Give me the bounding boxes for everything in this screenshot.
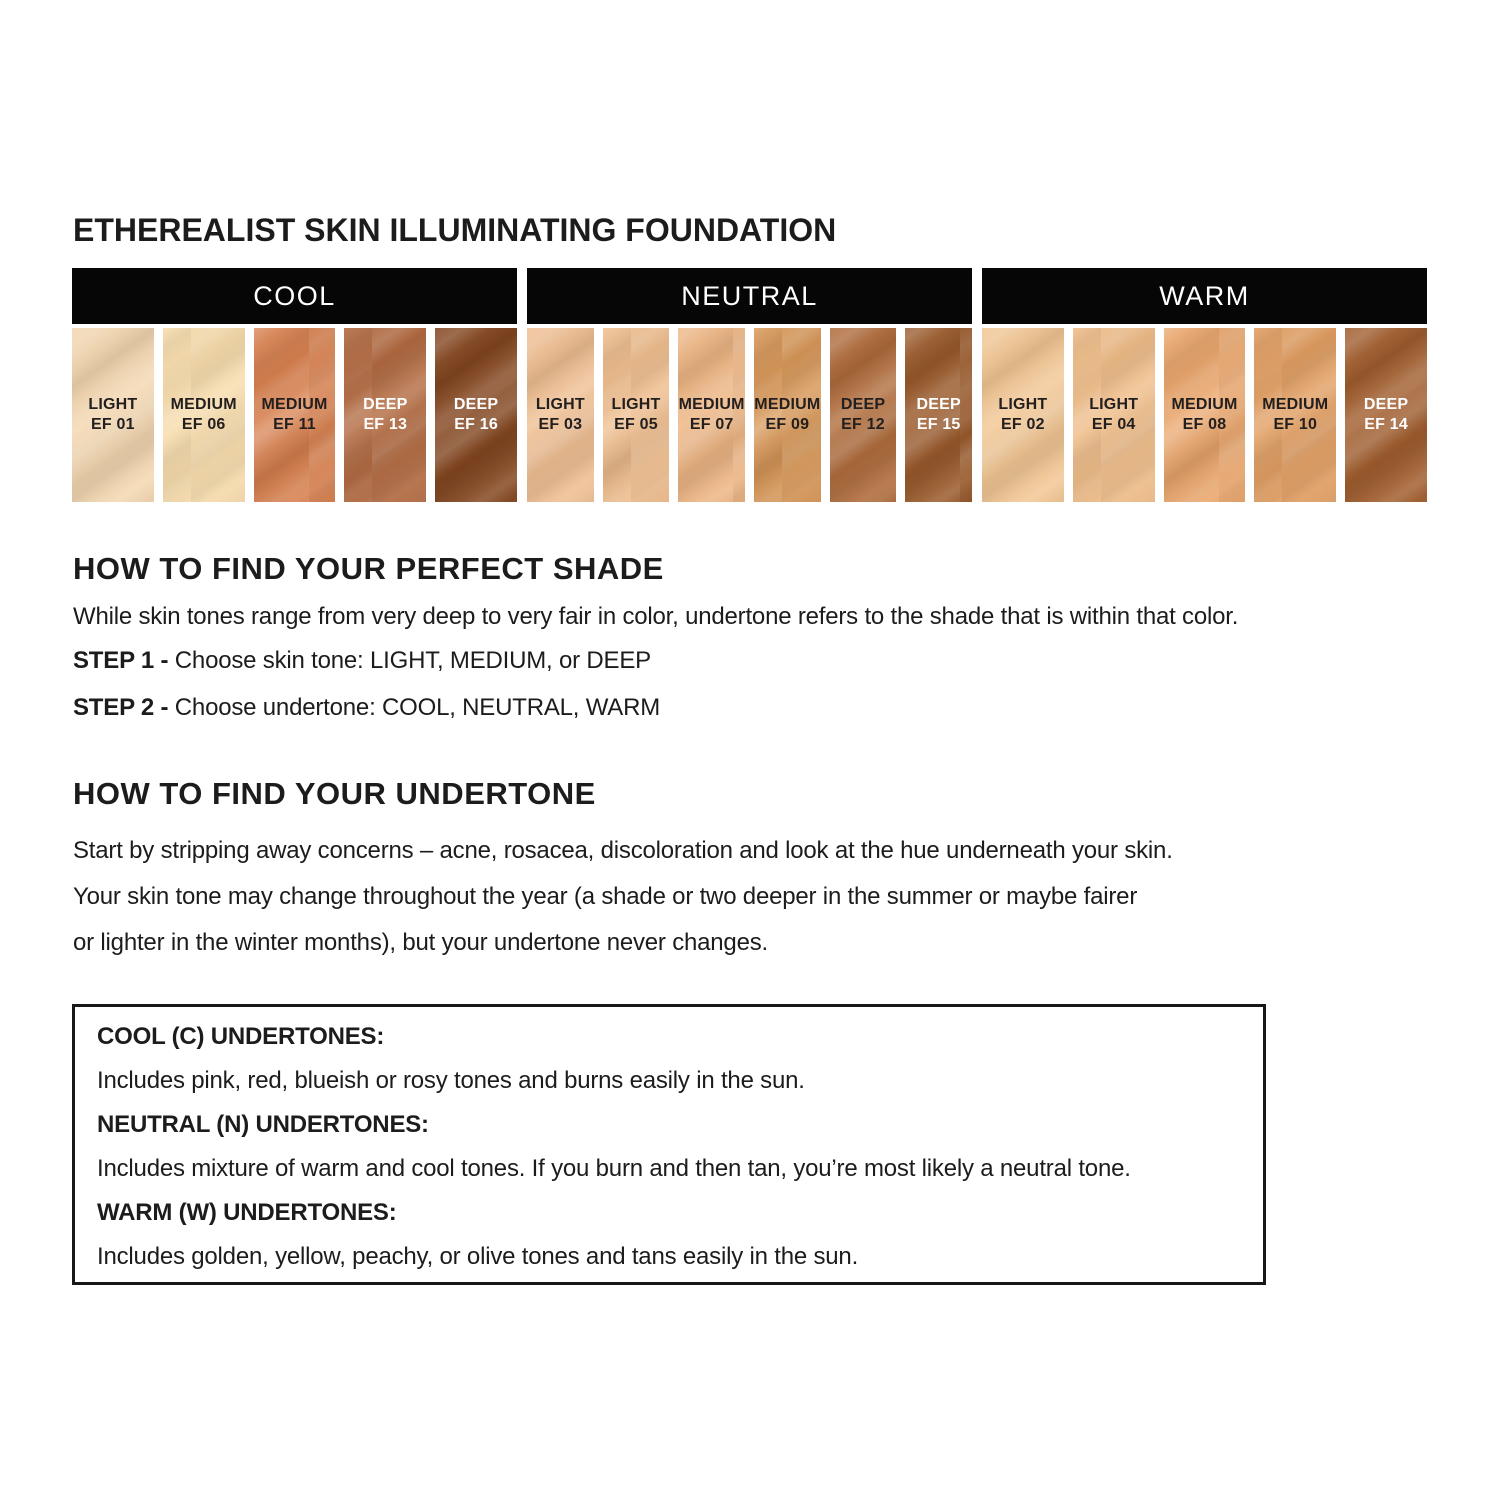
- shade-swatch: [830, 328, 897, 502]
- shade-code: EF 13: [363, 416, 408, 433]
- shade-swatch: [1254, 328, 1336, 502]
- shade-chart: [72, 268, 1427, 502]
- step-2-label: STEP 2 -: [73, 694, 169, 721]
- shade-code: EF 10: [1273, 416, 1318, 433]
- shade-label: [603, 395, 670, 435]
- shade-label: [254, 395, 336, 435]
- shade-code: EF 03: [538, 416, 583, 433]
- shade-tone: DEEP: [453, 396, 499, 413]
- shade-label: [754, 395, 821, 435]
- shade-tone: MEDIUM: [170, 396, 237, 413]
- shade-swatch: [1345, 328, 1427, 502]
- shade-code: EF 11: [273, 416, 316, 433]
- shade-swatch: [754, 328, 821, 502]
- step-1-label: STEP 1 -: [73, 647, 169, 674]
- step-2: [73, 694, 660, 722]
- shade-swatch: [72, 328, 154, 502]
- shade-tone: DEEP: [840, 396, 886, 413]
- shade-label: [905, 395, 972, 435]
- undertone-intro-line-2: Your skin tone may change throughout the year (a shade or two deeper in the summer or maybe fairer: [73, 883, 1138, 910]
- undertone-intro-line-3: or lighter in the winter months), but your undertone never changes.: [73, 929, 768, 956]
- shade-tone: MEDIUM: [1262, 396, 1329, 413]
- cool-undertones-text: Includes pink, red, blueish or rosy tones and burns easily in the sun.: [97, 1067, 805, 1094]
- shade-code: EF 16: [454, 416, 498, 433]
- shade-intro-text: While skin tones range from very deep to very fair in color, undertone refers to the shade that is within that color.: [73, 603, 1239, 630]
- shade-tone: LIGHT: [611, 396, 661, 413]
- shade-label: [1254, 395, 1336, 435]
- shade-label: [830, 395, 897, 435]
- shade-swatch: [1164, 328, 1246, 502]
- cool-undertones-label: COOL (C) UNDERTONES:: [97, 1023, 385, 1050]
- shade-label: [1164, 395, 1246, 435]
- neutral-undertones-label: NEUTRAL (N) UNDERTONES:: [97, 1111, 429, 1138]
- shade-swatch: [603, 328, 670, 502]
- shade-tone: MEDIUM: [678, 396, 745, 413]
- warm-undertones-text: Includes golden, yellow, peachy, or olive tones and tans easily in the sun.: [97, 1243, 859, 1270]
- shade-label: [344, 395, 426, 435]
- undertone-header: [982, 268, 1427, 324]
- shade-tone: LIGHT: [998, 396, 1048, 413]
- shade-label: [163, 395, 245, 435]
- shade-tone: MEDIUM: [1171, 396, 1238, 413]
- shade-code: EF 06: [181, 416, 226, 433]
- shade-label: [527, 395, 594, 435]
- shade-swatch: [163, 328, 245, 502]
- heading-find-shade: HOW TO FIND YOUR PERFECT SHADE: [73, 551, 664, 586]
- undertone-header: [72, 268, 517, 324]
- undertone-intro-line-1: Start by stripping away concerns – acne, rosacea, discoloration and look at the hue underneath your skin.: [73, 837, 1173, 864]
- undertone-intro-paragraph: [73, 828, 1173, 966]
- shade-code: EF 07: [689, 416, 734, 433]
- shade-tone: LIGHT: [1089, 396, 1139, 413]
- shade-code: EF 05: [614, 416, 658, 433]
- shade-code: EF 09: [765, 416, 810, 433]
- heading-find-undertone: HOW TO FIND YOUR UNDERTONE: [73, 776, 596, 811]
- shade-code: EF 12: [841, 416, 885, 433]
- step-1-text: Choose skin tone: LIGHT, MEDIUM, or DEEP: [174, 647, 651, 674]
- undertone-header-label: NEUTRAL: [681, 280, 818, 311]
- swatch-row: [527, 328, 972, 502]
- swatch-row: [982, 328, 1427, 502]
- neutral-undertones-text: Includes mixture of warm and cool tones. If you burn and then tan, you’re most likely a neutral tone.: [97, 1155, 1131, 1182]
- shade-swatch: [344, 328, 426, 502]
- product-title: ETHEREALIST SKIN ILLUMINATING FOUNDATION: [73, 212, 837, 248]
- shade-label: [982, 395, 1064, 435]
- shade-label: [678, 395, 745, 435]
- undertone-header: [527, 268, 972, 324]
- undertone-header-label: WARM: [1159, 280, 1250, 311]
- swatch-row: [72, 328, 517, 502]
- shade-swatch: [1073, 328, 1155, 502]
- shade-tone: LIGHT: [88, 396, 138, 413]
- step-1: [73, 647, 651, 675]
- shade-tone: DEEP: [1363, 396, 1409, 413]
- shade-label: [1073, 395, 1155, 435]
- shade-swatch: [905, 328, 972, 502]
- undertone-header-label: COOL: [253, 280, 336, 311]
- shade-swatch: [435, 328, 517, 502]
- step-2-text: Choose undertone: COOL, NEUTRAL, WARM: [174, 694, 661, 721]
- shade-label: [435, 395, 517, 435]
- shade-code: EF 01: [91, 416, 135, 433]
- shade-code: EF 15: [916, 416, 961, 433]
- shade-code: EF 14: [1364, 416, 1408, 433]
- shade-swatch: [254, 328, 336, 502]
- shade-group: [982, 268, 1427, 502]
- shade-group: [527, 268, 972, 502]
- shade-swatch: [527, 328, 594, 502]
- shade-swatch: [982, 328, 1064, 502]
- warm-undertones-label: WARM (W) UNDERTONES:: [97, 1199, 397, 1226]
- shade-swatch: [678, 328, 745, 502]
- shade-code: EF 02: [1001, 416, 1045, 433]
- shade-tone: DEEP: [916, 396, 961, 413]
- shade-code: EF 04: [1091, 416, 1136, 433]
- shade-code: EF 08: [1182, 416, 1227, 433]
- undertone-definitions-box: [72, 1004, 1266, 1285]
- shade-tone: MEDIUM: [261, 396, 328, 413]
- shade-label: [1345, 395, 1427, 435]
- shade-label: [72, 395, 154, 435]
- shade-group: [72, 268, 517, 502]
- shade-tone: MEDIUM: [754, 396, 821, 413]
- shade-tone: LIGHT: [535, 396, 585, 413]
- shade-tone: DEEP: [363, 396, 408, 413]
